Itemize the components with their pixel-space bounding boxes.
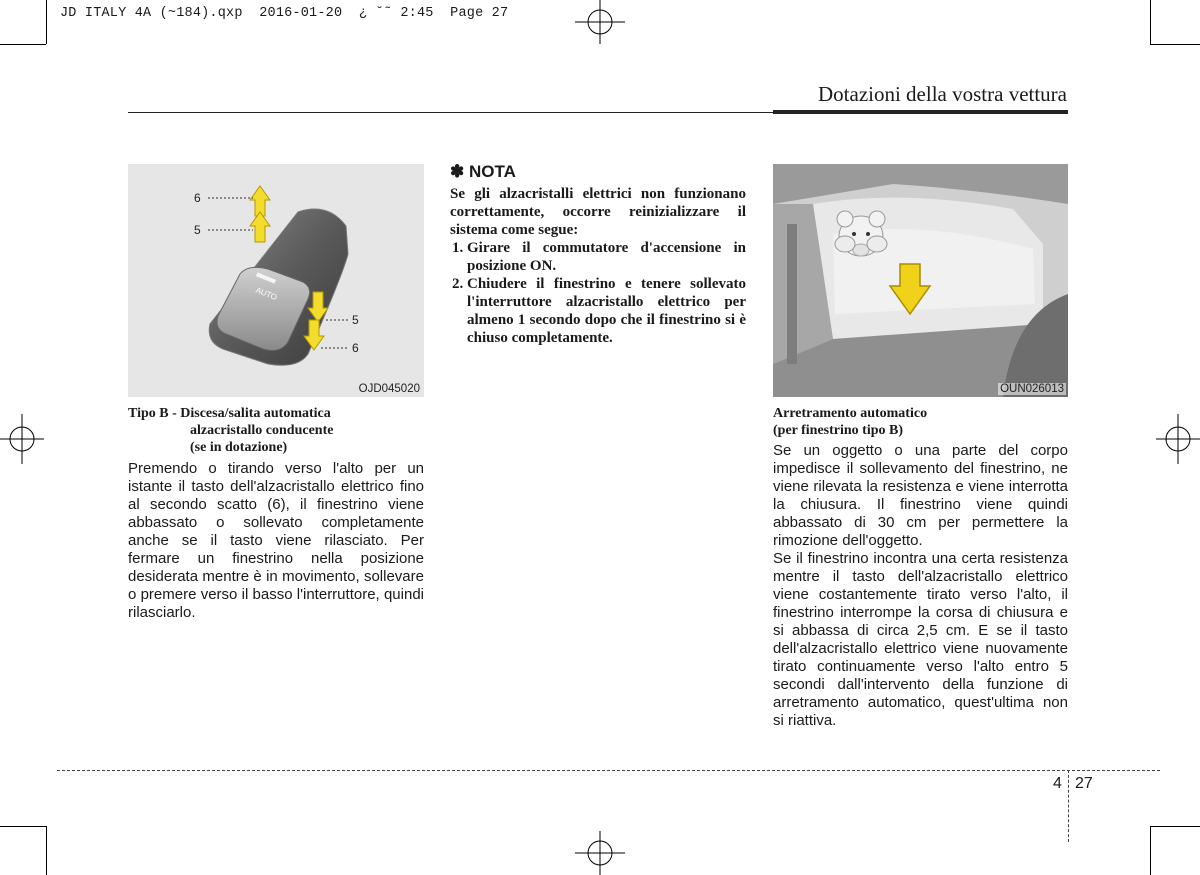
left-caption-line-2: alzacristallo conducente	[190, 423, 334, 438]
crop-mark-bottom-left-v	[46, 826, 47, 875]
section-title: Dotazioni della vostra vettura	[818, 82, 1067, 106]
page-number: 27	[1075, 775, 1093, 792]
crop-mark-top-left-v	[46, 0, 47, 44]
nota-step-2: 2. Chiudere il finestrino e tenere sollevato l'interruttore alzacristallo elettrico per almeno 1 secondo dopo che il finestrino si è chiuso completamente.	[467, 275, 746, 347]
crop-mark-bottom-left-h	[0, 826, 46, 827]
right-body-paragraph-1: Se un oggetto o una parte del corpo impedisce il sollevamento del finestrino, ne viene rilevata la resistenza e viene interrotta la chiusura. Il finestrino viene quindi abbassato di 30 cm per permettere la rimozione dell'oggetto.	[773, 442, 1068, 549]
crop-mark-bottom-right-h	[1150, 826, 1200, 827]
nota-step-1: 1. Girare il commutatore d'accensione in posizione ON.	[467, 239, 746, 275]
label-six-top: 6	[194, 191, 201, 205]
auto-label: AUTO	[254, 285, 279, 303]
left-body-paragraph: Premendo o tirando verso l'alto per un istante il tasto dell'alzacristallo elettrico fino al secondo scatto (6), il finestrino viene abbassato o sollevato completamente anche se il tasto viene rilasciato. Per fermare un finestrino nella posizione desiderata mentre è in movimento, sollevare o premere verso il basso l'interruttore, quindi rilasciarlo.	[128, 460, 424, 621]
registration-mark-bottom	[575, 831, 625, 875]
print-slug: JD ITALY 4A (~184).qxp 2016-01-20 ¿ ˘˜ 2:45 Page 27	[60, 6, 509, 21]
right-caption-line-1: Arretramento automatico	[773, 406, 928, 421]
teddy-bear-icon	[835, 211, 887, 256]
crop-mark-top-right-v	[1150, 0, 1151, 44]
left-body	[128, 460, 424, 622]
label-five-top: 5	[194, 223, 201, 237]
registration-mark-right	[1156, 414, 1200, 464]
header-rule-accent	[773, 110, 1068, 114]
nota-title: NOTA	[468, 162, 516, 181]
registration-mark-left	[0, 414, 44, 464]
car-window-figure	[773, 164, 1068, 397]
right-caption	[773, 405, 1068, 439]
nota-symbol-icon: ✽	[450, 162, 465, 181]
nota-heading	[450, 162, 516, 182]
window-switch-figure	[128, 164, 424, 397]
right-caption-line-2: (per finestrino tipo B)	[773, 423, 904, 438]
footer-dashed-rule	[57, 770, 1160, 771]
right-body	[773, 442, 1068, 730]
label-six-bottom: 6	[352, 341, 359, 355]
right-body-paragraph-2: Se il finestrino incontra una certa resistenza mentre il tasto dell'alzacristallo elettrico viene costantemente tirato verso l'alto, il finestrino interrompe la corsa di chiusura e si abbassa di circa 2,5 cm. E se il tasto dell'alzacristallo elettrico viene nuovamente tirato continuamente verso l'alto entro 5 secondi dall'intervento della funzione di arretramento automatico, quest'ultima non si riattiva.	[773, 550, 1068, 729]
registration-mark-top	[575, 0, 625, 44]
crop-mark-top-left-h	[0, 44, 46, 45]
crop-mark-top-right-h	[1150, 44, 1200, 45]
window-switch-illustration	[128, 164, 424, 397]
car-window-illustration	[773, 164, 1068, 397]
left-caption-line-3: (se in dotazione)	[190, 440, 288, 455]
chapter-number: 4	[1053, 775, 1062, 792]
nota-body	[450, 185, 746, 347]
left-caption-line-1: Tipo B - Discesa/salita automatica	[128, 406, 331, 421]
label-five-bottom: 5	[352, 313, 359, 327]
figure-code-right: OUN026013	[1000, 383, 1064, 395]
footer-vertical-dashed-rule	[1068, 770, 1069, 842]
figure-code-left: OJD045020	[358, 383, 420, 395]
left-caption	[128, 405, 428, 456]
nota-intro: Se gli alzacristalli elettrici non funzionano correttamente, occorre reinizializzare il sistema come segue:	[450, 186, 746, 238]
crop-mark-bottom-right-v	[1150, 826, 1151, 875]
